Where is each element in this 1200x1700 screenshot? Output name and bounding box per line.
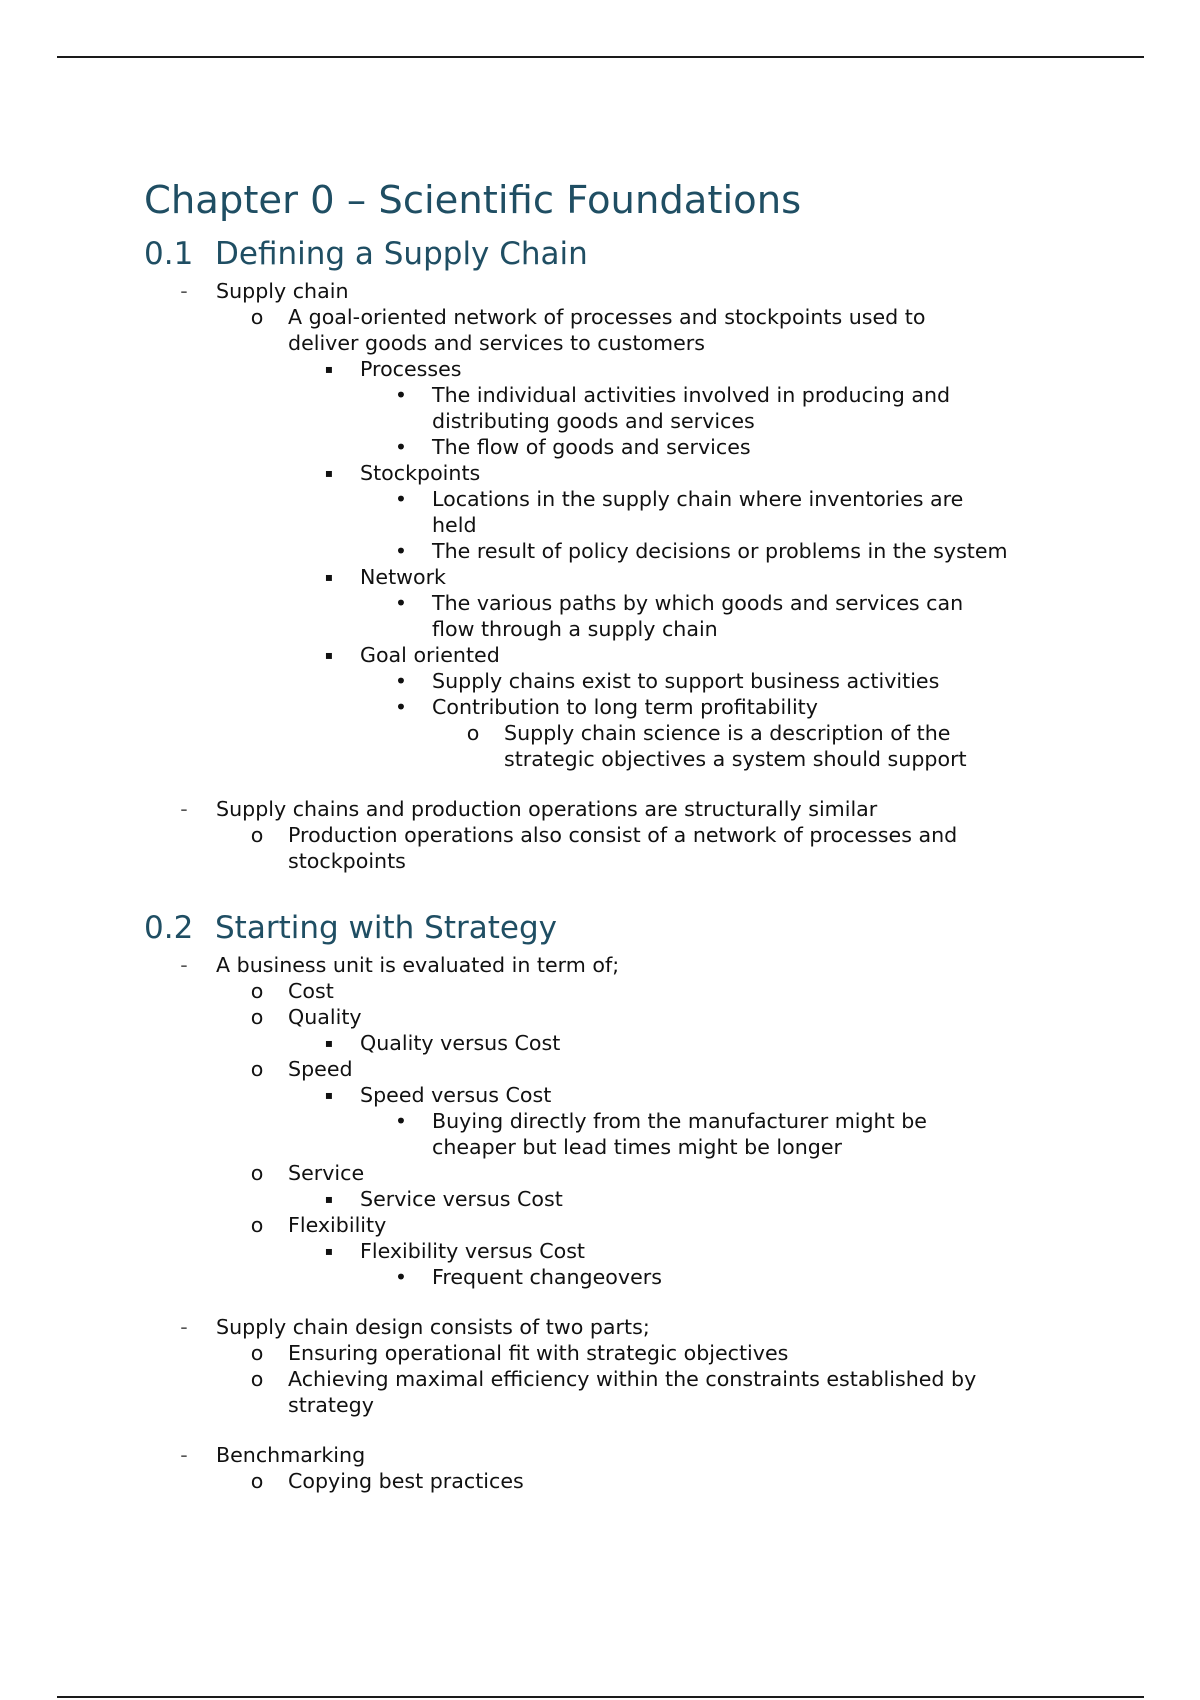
list-item: • Contribution to long term profitability bbox=[144, 694, 1064, 720]
document-body bbox=[144, 176, 1064, 1494]
square-marker: ▪ bbox=[324, 1244, 334, 1258]
list-item: o Supply chain science is a description of the bbox=[144, 720, 1064, 746]
section-number: 0.2 bbox=[144, 910, 194, 946]
circle-marker: o bbox=[250, 1469, 264, 1493]
list-item: • Frequent changeovers bbox=[144, 1264, 1064, 1290]
list-item: ▪ Stockpoints bbox=[144, 460, 1064, 486]
list-item-continuation: held bbox=[432, 513, 477, 537]
bullet-marker: • bbox=[394, 591, 408, 615]
list-item: • The various paths by which goods and services can bbox=[144, 590, 1064, 616]
section-title: Defining a Supply Chain bbox=[215, 236, 588, 272]
circle-marker: o bbox=[466, 721, 480, 745]
list-item-continuation: strategic objectives a system should support bbox=[504, 747, 967, 771]
bullet-marker: • bbox=[394, 1265, 408, 1289]
list-item: • Buying directly from the manufacturer might be bbox=[144, 1108, 1064, 1134]
circle-marker: o bbox=[250, 1367, 264, 1391]
dash-marker: - bbox=[180, 279, 188, 303]
square-marker: ▪ bbox=[324, 648, 334, 662]
bullet-marker: • bbox=[394, 487, 408, 511]
list-item-continuation: strategy bbox=[288, 1393, 374, 1417]
bullet-marker: • bbox=[394, 539, 408, 563]
list-item: o A goal-oriented network of processes and stockpoints used to bbox=[144, 304, 1064, 330]
list-item: o Flexibility bbox=[144, 1212, 1064, 1238]
list-item: o Quality bbox=[144, 1004, 1064, 1030]
square-marker: ▪ bbox=[324, 1036, 334, 1050]
square-marker: ▪ bbox=[324, 570, 334, 584]
list-item-continuation: deliver goods and services to customers bbox=[288, 331, 705, 355]
chapter-title: Chapter 0 – Scientific Foundations bbox=[144, 178, 802, 223]
list-item: ▪ Quality versus Cost bbox=[144, 1030, 1064, 1056]
section-heading-0-1 bbox=[144, 234, 1064, 274]
square-marker: ▪ bbox=[324, 1192, 334, 1206]
list-item: - Supply chains and production operations are structurally similar bbox=[144, 796, 1064, 822]
spacer bbox=[144, 772, 1064, 796]
circle-marker: o bbox=[250, 823, 264, 847]
list-item: - A business unit is evaluated in term of; bbox=[144, 952, 1064, 978]
list-item: - Benchmarking bbox=[144, 1442, 1064, 1468]
list-item: o Ensuring operational fit with strategic objectives bbox=[144, 1340, 1064, 1366]
circle-marker: o bbox=[250, 1057, 264, 1081]
list-item: • The individual activities involved in producing and bbox=[144, 382, 1064, 408]
circle-marker: o bbox=[250, 1341, 264, 1365]
square-marker: ▪ bbox=[324, 466, 334, 480]
list-item: • The result of policy decisions or problems in the system bbox=[144, 538, 1064, 564]
bullet-marker: • bbox=[394, 669, 408, 693]
dash-marker: - bbox=[180, 1443, 188, 1467]
list-item: o Production operations also consist of a network of processes and bbox=[144, 822, 1064, 848]
section-heading-0-2 bbox=[144, 908, 1064, 948]
list-item: - Supply chain design consists of two parts; bbox=[144, 1314, 1064, 1340]
circle-marker: o bbox=[250, 1161, 264, 1185]
list-item: o Service bbox=[144, 1160, 1064, 1186]
bullet-marker: • bbox=[394, 383, 408, 407]
circle-marker: o bbox=[250, 1005, 264, 1029]
list-item: ▪ Processes bbox=[144, 356, 1064, 382]
circle-marker: o bbox=[250, 305, 264, 329]
spacer bbox=[144, 1418, 1064, 1442]
bullet-marker: • bbox=[394, 1109, 408, 1133]
bullet-marker: • bbox=[394, 435, 408, 459]
list-item: o Speed bbox=[144, 1056, 1064, 1082]
list-item: - Supply chain bbox=[144, 278, 1064, 304]
list-item: o Copying best practices bbox=[144, 1468, 1064, 1494]
list-item-continuation: flow through a supply chain bbox=[432, 617, 718, 641]
list-item: o Cost bbox=[144, 978, 1064, 1004]
square-marker: ▪ bbox=[324, 1088, 334, 1102]
bullet-marker: • bbox=[394, 695, 408, 719]
list-item-continuation: distributing goods and services bbox=[432, 409, 755, 433]
dash-marker: - bbox=[180, 797, 188, 821]
list-item: • Supply chains exist to support business activities bbox=[144, 668, 1064, 694]
dash-marker: - bbox=[180, 1315, 188, 1339]
list-item: ▪ Flexibility versus Cost bbox=[144, 1238, 1064, 1264]
spacer bbox=[144, 1290, 1064, 1314]
list-item: ▪ Network bbox=[144, 564, 1064, 590]
dash-marker: - bbox=[180, 953, 188, 977]
list-item: • Locations in the supply chain where inventories are bbox=[144, 486, 1064, 512]
list-item: ▪ Goal oriented bbox=[144, 642, 1064, 668]
circle-marker: o bbox=[250, 979, 264, 1003]
list-item-continuation: stockpoints bbox=[288, 849, 406, 873]
square-marker: ▪ bbox=[324, 362, 334, 376]
section-title: Starting with Strategy bbox=[215, 910, 557, 946]
list-item: o Achieving maximal efficiency within the constraints established by bbox=[144, 1366, 1064, 1392]
list-item: • The flow of goods and services bbox=[144, 434, 1064, 460]
section-0-1-list bbox=[144, 278, 1064, 874]
footer-rule bbox=[57, 1696, 1144, 1698]
list-item: ▪ Speed versus Cost bbox=[144, 1082, 1064, 1108]
section-0-2-list bbox=[144, 952, 1064, 1494]
circle-marker: o bbox=[250, 1213, 264, 1237]
list-item-continuation: cheaper but lead times might be longer bbox=[432, 1135, 842, 1159]
list-item: ▪ Service versus Cost bbox=[144, 1186, 1064, 1212]
section-number: 0.1 bbox=[144, 236, 194, 272]
header-rule bbox=[57, 56, 1144, 58]
